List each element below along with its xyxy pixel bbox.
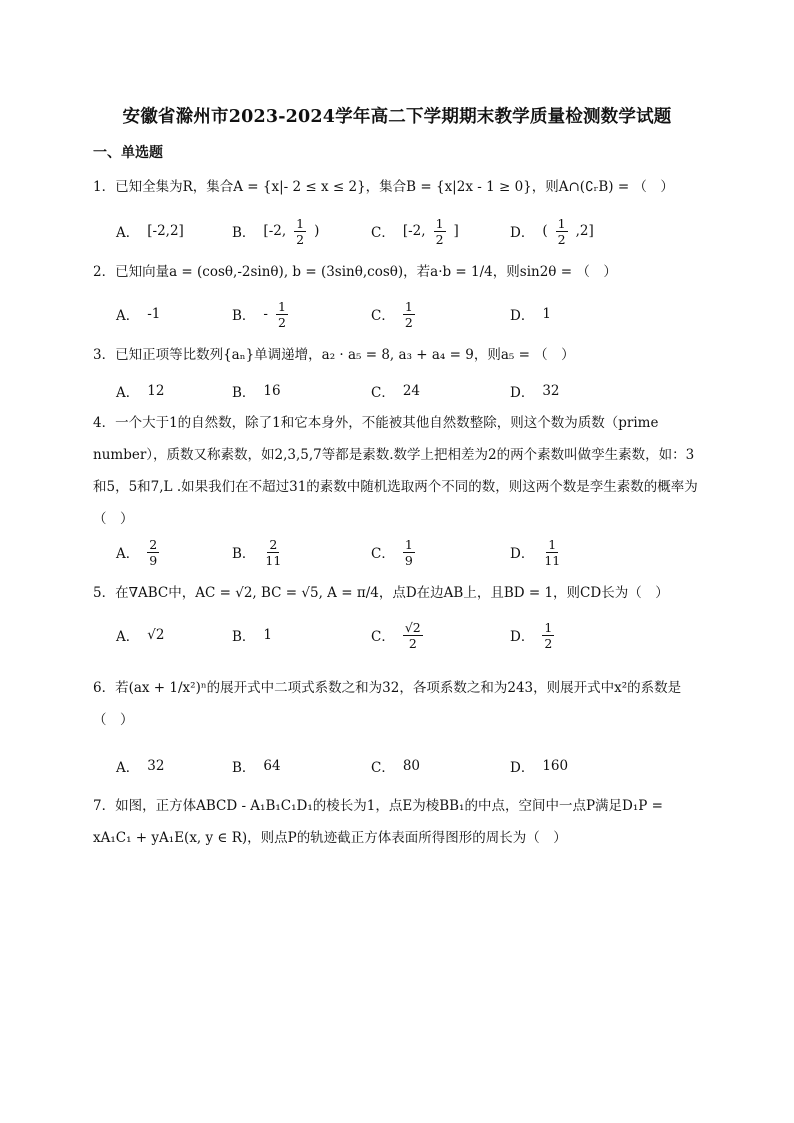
option-a: A． [-2,2]	[116, 223, 184, 241]
option-b: B． $\frac{2}{11}$	[232, 536, 282, 568]
option-a: A． $\frac{2}{9}$	[116, 536, 158, 568]
option-b: B． 1	[232, 627, 273, 645]
option-d: D． 160	[510, 758, 569, 776]
option-a: A． 12	[116, 383, 165, 401]
question-2: 2．已知向量a = (cosθ,-2sinθ), b = (3sinθ,cosθ)，若a·b = 1/4，则sin2θ = （ ）	[93, 264, 617, 280]
option-a: A． √2	[116, 627, 165, 645]
question-4-options	[116, 532, 716, 572]
option-d: D． 32	[510, 383, 560, 401]
option-c: C． $\frac{1}{2}$	[371, 298, 413, 330]
question-1: 1．已知全集为R，集合A = {x|- 2 ≤ x ≤ 2}，集合B = {x|2x - 1 ≥ 0}，则A∩(∁ᵣB) = （ ）	[93, 179, 674, 195]
option-a: A． 32	[116, 758, 165, 776]
option-d: D． ( $\frac{1}{2}$ ,2]	[510, 215, 594, 247]
page-title: 安徽省滁州市2023-2024学年高二下学期期末教学质量检测数学试题	[122, 107, 672, 127]
option-b: B． 16	[232, 383, 281, 401]
option-c: C． $\frac{√2}{2}$	[371, 619, 421, 651]
question-1-options	[116, 211, 716, 251]
option-b: B． [-2, $\frac{1}{2}$ )	[232, 215, 320, 247]
question-6-options	[116, 746, 716, 786]
section-heading: 一、单选题	[93, 145, 163, 161]
question-6: 6．若(ax + 1/x²)ⁿ的展开式中二项式系数之和为32，各项系数之和为243，则展开式中x²的系数是（ ）	[93, 680, 682, 728]
option-a: A． -1	[116, 306, 161, 324]
question-3-options	[116, 371, 716, 411]
question-4: 4．一个大于1的自然数，除了1和它本身外，不能被其他自然数整除，则这个数为质数（prime number），质数又称素数，如2,3,5,7等都是素数.数学上把相差为2的两个素数叫做孪生素数，如：3和5，5和7,L .如果我们在不超过31的素数中随机选取两个不同的数，则这两个数是孪生素数的概率为（ ）	[93, 415, 698, 527]
option-b: B． 64	[232, 758, 281, 776]
option-c: C． [-2, $\frac{1}{2}$ ]	[371, 215, 459, 247]
question-5-options	[116, 615, 716, 655]
question-5: 5．在∇ABC中，AC = √2, BC = √5, A = π/4，点D在边AB上，且BD = 1，则CD长为（ ）	[93, 585, 669, 601]
option-c: C． $\frac{1}{9}$	[371, 536, 413, 568]
option-d: D． 1	[510, 306, 551, 324]
option-d: D． $\frac{1}{11}$	[510, 536, 561, 568]
question-3: 3．已知正项等比数列{aₙ}单调递增，a₂ · a₅ = 8, a₃ + a₄ = 9，则a₅ = （ ）	[93, 347, 575, 363]
question-7: 7．如图，正方体ABCD - A₁B₁C₁D₁的棱长为1，点E为棱BB₁的中点，空间中一点P满足D₁P = xA₁C₁ + yA₁E(x, y ∈ R)，则点P的轨迹截正方体表面所得图形的周长为（ ）	[93, 798, 663, 846]
question-2-options	[116, 294, 716, 334]
option-c: C． 24	[371, 383, 421, 401]
option-c: C． 80	[371, 758, 421, 776]
option-b: B． - $\frac{1}{2}$	[232, 298, 286, 330]
option-d: D． $\frac{1}{2}$	[510, 619, 553, 651]
